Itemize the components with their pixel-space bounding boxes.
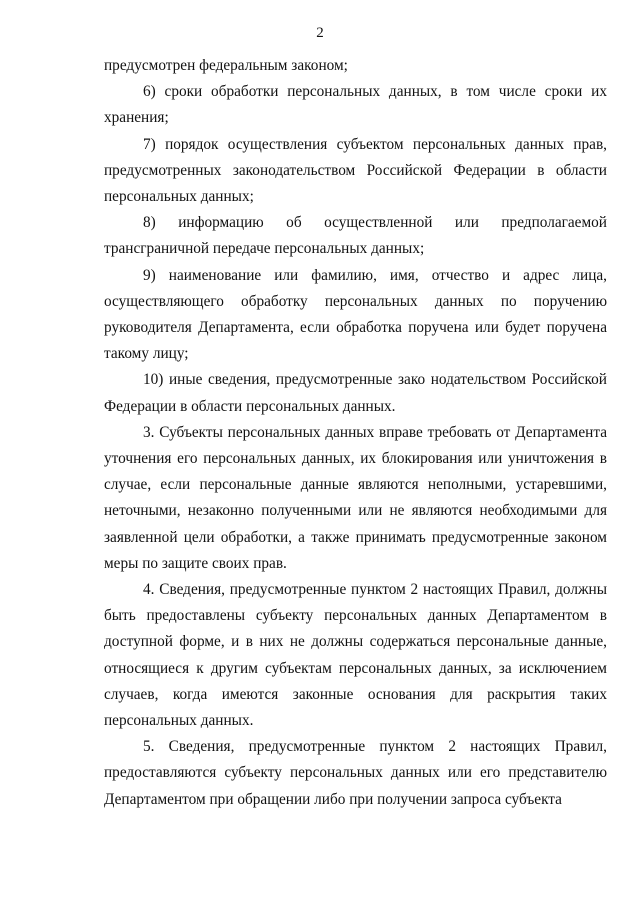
paragraph-8: 5. Сведения, предусмотренные пунктом 2 настоящих Правил, предоставляются субъекту персональных данных или его представителю Департаментом при обращении либо при получении запроса субъекта <box>104 738 607 808</box>
paragraph-2: 7) порядок осуществления субъектом персональных данных прав, предусмотренных законодательством Российской Федерации в области персональных данных; <box>104 135 607 206</box>
paragraph-6: 3. Субъекты персональных данных вправе требовать от Департамента уточнения его персональных данных, их блокирования или уничтожения в случае, если персональные данные являются неполными, устаревшими, неточными, незаконно полученными или не являются необходимыми для заявленной цели обработки, а также принимать предусмотренные законом меры по защите своих прав. <box>104 423 607 572</box>
paragraph-3: 8) информацию об осуществленной или предполагаемой трансграничной передаче персональных данных; <box>104 214 607 258</box>
paragraph-0: предусмотрен федеральным законом; <box>104 57 348 74</box>
paragraph-4: 9) наименование или фамилию, имя, отчество и адрес лица, осуществляющего обработку персональных данных по поручению руководителя Департамента, если обработка поручена или будет поручена такому лицу; <box>104 266 607 363</box>
paragraph-7: 4. Сведения, предусмотренные пунктом 2 настоящих Правил, должны быть предоставлены субъекту персональных данных Департаментом в доступной форме, и в них не должны содержаться персональные данные, относящиеся к другим субъектам персональных данных, за исключением случаев, когда имеются законные основания для раскрытия таких персональных данных. <box>104 581 607 730</box>
page-number: 2 <box>316 25 324 41</box>
paragraph-5: 10) иные сведения, предусмотренные зако нодательством Российской Федерации в области персональных данных. <box>104 371 607 415</box>
paragraph-1: 6) сроки обработки персональных данных, в том числе сроки их хранения; <box>104 83 607 127</box>
document-body <box>104 53 607 813</box>
